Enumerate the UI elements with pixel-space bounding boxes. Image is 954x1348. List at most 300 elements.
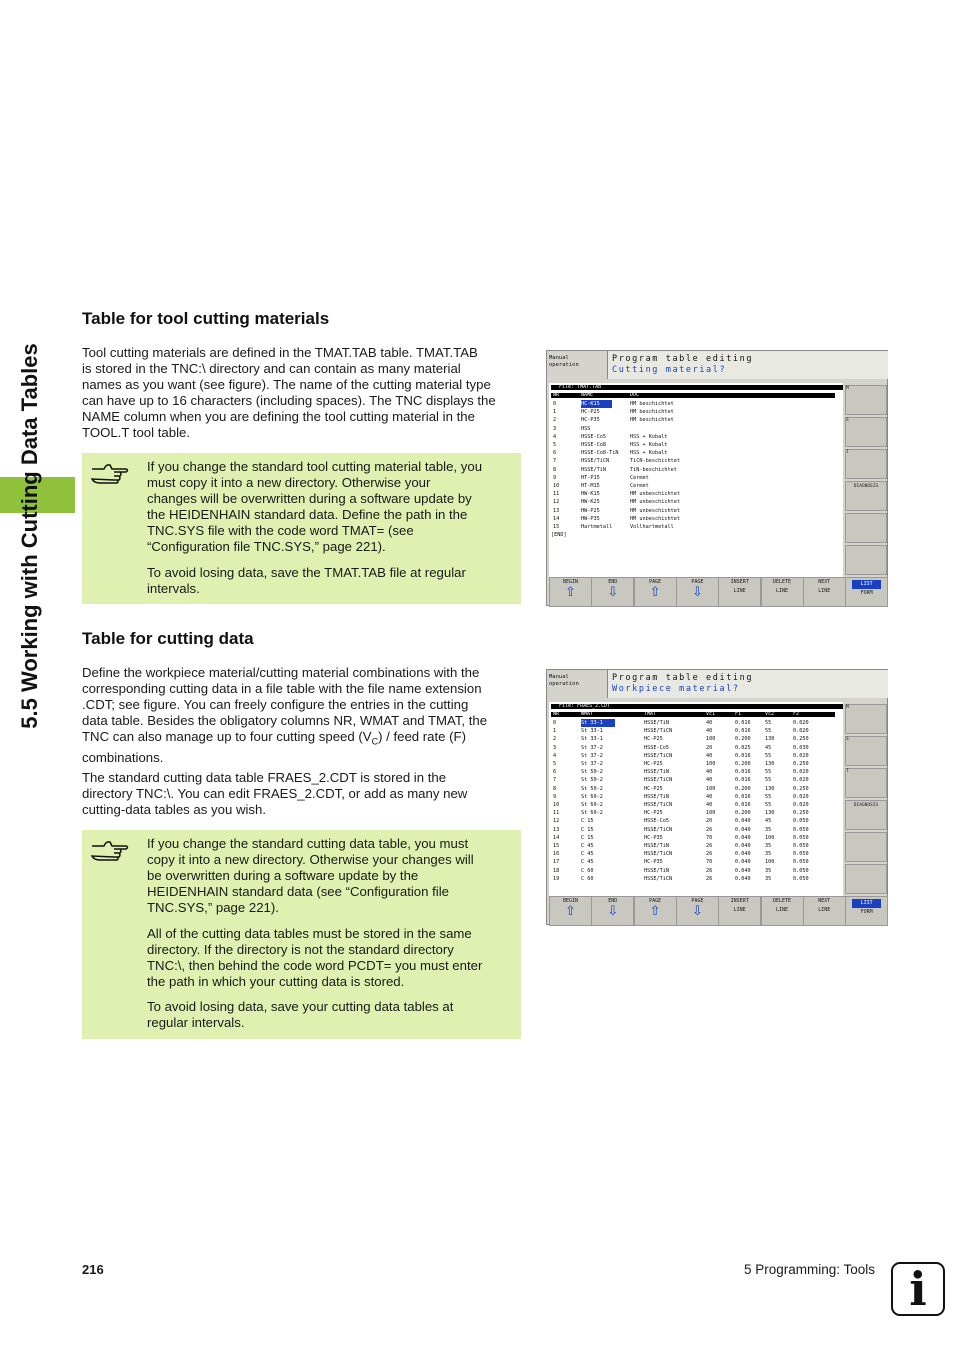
table-cell: Vollhartmetall (630, 524, 674, 530)
softkey-page-up[interactable] (634, 577, 677, 607)
table-cell: 0.040 (735, 826, 751, 833)
mode-line: operation (549, 681, 579, 687)
note-box-cutting-data (82, 830, 521, 1039)
table-cell: St 60-2 (581, 810, 603, 817)
table-cell: 130 (765, 785, 775, 792)
text-line: regular intervals. (147, 1015, 245, 1030)
table-cell: 0.050 (793, 867, 809, 874)
table-cell: Cermet (630, 474, 649, 481)
table-cell: 40 (706, 720, 713, 726)
note-paragraph (147, 836, 513, 916)
table-cell: 100 (706, 761, 716, 767)
table-cell: C 45 (581, 843, 594, 849)
softkey-label: END (608, 579, 618, 585)
table-cell: 9 (553, 474, 557, 481)
arrow-up-icon: ⇧ (649, 585, 661, 600)
column-header: NAME (581, 392, 594, 398)
screen-prompt: Cutting material? (612, 365, 727, 375)
table-area (549, 702, 843, 896)
table-cell: 18 (553, 867, 560, 874)
column-header: DOC (630, 392, 640, 398)
section-side-title (2, 303, 58, 768)
table-header-row (551, 712, 835, 717)
softkey-list-form[interactable] (845, 577, 888, 607)
text-line: combinations. (82, 749, 164, 765)
table-cell: 20 (706, 818, 713, 825)
note-box-materials (82, 453, 521, 604)
table-cell: 6 (553, 769, 557, 776)
text-line: HEIDENHAIN standard data (see “Configuration file (147, 884, 449, 899)
softkey-label: LINE (733, 907, 746, 913)
softkey-list-form[interactable] (845, 896, 888, 926)
table-cell: 55 (765, 777, 772, 784)
table-cell: 40 (706, 728, 713, 735)
softkey-page-down[interactable] (676, 577, 719, 607)
paragraph-cdt-location (82, 770, 522, 818)
table-cell: 40 (706, 802, 713, 808)
softkey-begin-up[interactable] (549, 896, 592, 926)
screen-header (607, 670, 888, 698)
table-cell: HSSE/TiN (644, 793, 669, 800)
table-cell: HSSE-Co5 (644, 744, 669, 751)
table-cell: 55 (765, 752, 772, 759)
table-cell: 13 (553, 826, 560, 833)
table-cell: 12 (553, 818, 560, 825)
table-cell: St 37-2 (581, 752, 603, 759)
table-cell: 14 (553, 515, 560, 522)
softkey-page-down[interactable] (676, 896, 719, 926)
table-cell: 26 (706, 826, 713, 833)
table-cell: HW-P25 (581, 507, 600, 514)
text-line: “Configuration file TNC.SYS,” page 221). (147, 539, 386, 554)
table-end-marker: [END] (551, 532, 567, 539)
softkey-label: BEGIN (562, 579, 579, 585)
table-cell: 70 (706, 859, 713, 866)
side-softkey[interactable] (845, 545, 887, 575)
spindle-s-button[interactable] (845, 736, 887, 766)
table-cell: 9 (553, 793, 557, 800)
table-cell: C 15 (581, 826, 594, 833)
table-cell: 0.016 (735, 752, 751, 759)
table-cell: C 45 (581, 859, 594, 866)
softkey-next-line[interactable] (803, 577, 846, 607)
table-cell: 55 (765, 793, 772, 800)
table-cell: 10 (553, 483, 560, 489)
table-cell: HC-P25 (581, 409, 600, 416)
table-cell: 0.040 (735, 851, 751, 858)
side-label: S (846, 418, 849, 423)
softkey-label: PAGE (649, 579, 662, 585)
table-cell: 0.200 (735, 761, 751, 767)
heading-cutting-data: Table for cutting data (82, 629, 254, 648)
table-cell: HSSE/TiCN (644, 752, 673, 759)
text-line: TNC:\, then behind the code word PCDT= you must enter (147, 958, 483, 973)
mode-line: operation (549, 362, 579, 368)
table-cell: 0.040 (735, 834, 751, 841)
table-cell: HSSE-Co5 (581, 433, 606, 440)
table-cell: 100 (706, 785, 716, 792)
table-cell: 1 (553, 728, 557, 735)
side-label: M (846, 386, 849, 391)
table-cell: 12 (553, 499, 560, 506)
table-cell: HM unbeschichtet (630, 507, 680, 514)
softkey-insert-line[interactable] (718, 577, 761, 607)
table-cell: 0.050 (793, 843, 809, 849)
softkey-label: LINE (775, 907, 789, 913)
table-cell: HSS + Kobalt (630, 450, 668, 457)
softkey-delete-line[interactable] (761, 577, 804, 607)
text-line: .CDT; see figure. You can freely configure the entries in the cutting (82, 697, 469, 712)
softkey-label: INSERT (730, 579, 749, 585)
table-cell: 0.016 (735, 769, 751, 776)
table-cell: 0.050 (793, 826, 809, 833)
column-header: NR (553, 711, 560, 717)
softkey-label: END (608, 898, 618, 904)
table-cell: HC-P35 (581, 417, 600, 424)
softkey-begin-up[interactable] (549, 577, 592, 607)
table-cell: HC-P35 (644, 834, 663, 841)
table-cell: 3 (553, 425, 557, 432)
table-cell: 17 (553, 859, 560, 866)
table-cell: HSSE/TiCN (644, 851, 673, 858)
pointing-hand-icon (90, 838, 130, 862)
table-cell: 0.200 (735, 810, 751, 817)
screenshot-tmat-table (546, 350, 888, 606)
table-cell: 26 (706, 867, 713, 874)
table-cell: 11 (553, 491, 560, 498)
text-line (82, 729, 522, 750)
table-cell: HM beschichtet (630, 409, 674, 416)
table-cell: TiCN-beschichtet (630, 458, 680, 465)
table-cell: 40 (706, 769, 713, 776)
table-cell: 0 (553, 401, 557, 407)
text-line: names as you want (see figure). The name of the cutting material type (82, 377, 491, 392)
table-cell: 0.030 (793, 744, 809, 751)
text-part: ) / feed rate (F) (378, 729, 467, 744)
table-cell: HSS + Kobalt (630, 442, 668, 448)
table-cell: 0.020 (793, 728, 809, 735)
text-line: directory TNC:\. You can edit FRAES_2.CDT, or add as many new (82, 786, 468, 801)
file-name-bar: File: TMAT.TAB (551, 385, 843, 390)
softkey-label: NEXT (818, 579, 831, 585)
table-area (549, 383, 843, 577)
table-cell: St 50-2 (581, 785, 603, 792)
table-cell: HW-K25 (581, 499, 600, 506)
table-cell: 7 (553, 777, 557, 784)
text-line: must copy it into a new directory. Otherwise your (147, 475, 431, 490)
column-header: TMAT (644, 711, 657, 717)
table-cell: 4 (553, 433, 557, 440)
table-cell: HT-M15 (581, 483, 600, 489)
table-cell: HSSE/TiN (644, 769, 669, 776)
table-cell: 7 (553, 458, 557, 465)
softkey-label: BEGIN (562, 898, 579, 904)
table-cell: HC-P25 (644, 810, 663, 817)
table-cell: 16 (553, 851, 560, 858)
table-cell: 0.016 (735, 793, 751, 800)
side-softkey[interactable] (845, 513, 887, 543)
table-cell: 0.020 (793, 720, 809, 726)
softkey-label: FORM (860, 590, 873, 596)
column-header: F2 (793, 711, 800, 717)
column-header: Vc2 (765, 711, 775, 717)
table-cell: 0.040 (735, 843, 751, 849)
table-cell: 45 (765, 818, 772, 825)
softkey-label: NEXT (818, 898, 831, 904)
subscript: C (371, 736, 379, 747)
table-cell: 14 (553, 834, 560, 841)
softkey-end-down[interactable] (591, 896, 634, 926)
table-cell: 35 (765, 843, 772, 849)
table-cell: St 50-2 (581, 769, 603, 776)
page-number: 216 (82, 1262, 104, 1277)
tool-t-button[interactable] (845, 449, 887, 479)
table-cell: 2 (553, 417, 557, 424)
text-line: TNC.SYS file with the code word TMAT= (see (147, 523, 414, 538)
table-cell: 8 (553, 785, 557, 792)
table-cell: HSS + Kobalt (630, 433, 668, 440)
softkey-label: DELETE (772, 579, 792, 585)
column-header: Vc1 (706, 711, 716, 717)
softkey-label: LINE (818, 907, 831, 913)
text-line: data table. Besides the obligatory columns NR, WMAT and TMAT, the (82, 713, 488, 728)
softkey-label: PAGE (691, 579, 704, 585)
screen-header (607, 351, 888, 379)
table-cell: 0.016 (735, 802, 751, 808)
text-line: corresponding cutting data in a file table with the file name extension (82, 681, 482, 696)
side-softkey[interactable] (845, 832, 887, 862)
note-paragraph (147, 999, 513, 1031)
side-label: DIAGNOSIS (853, 803, 879, 808)
softkey-next-line[interactable] (803, 896, 846, 926)
softkey-label: LINE (775, 588, 789, 594)
text-line: TNC.SYS,” page 221). (147, 900, 279, 915)
text-line: To avoid losing data, save your cutting data tables at (147, 999, 454, 1014)
table-cell: HSSE/TiN (644, 843, 669, 849)
table-cell: 0.250 (793, 761, 809, 767)
table-cell: 4 (553, 752, 557, 759)
table-cell: 70 (706, 834, 713, 841)
softkey-label: LIST (852, 580, 881, 589)
paragraph-cutting-materials (82, 345, 522, 441)
side-label: T (846, 450, 849, 455)
table-cell: HT-P15 (581, 474, 600, 481)
table-cell: St 50-2 (581, 777, 603, 784)
mode-line: Manual (549, 674, 569, 680)
table-cell: Hartmetall (581, 524, 613, 530)
table-cell: 100 (706, 736, 716, 743)
table-cell: 0.020 (793, 802, 809, 808)
text-line: can have up to 16 characters (including spaces). The TNC displays the (82, 393, 496, 408)
arrow-up-icon: ⇧ (565, 904, 576, 919)
softkey-label: LINE (818, 588, 831, 594)
table-header-row (551, 393, 835, 398)
table-cell: HSSE-Co8 (581, 442, 606, 448)
text-line: be overwritten during a software update by the (147, 868, 419, 883)
table-cell: 0.016 (735, 720, 751, 726)
softkey-page-up[interactable] (634, 896, 677, 926)
table-cell: 0.050 (793, 859, 809, 866)
table-cell: 35 (765, 826, 772, 833)
table-cell: TiN-beschichtet (630, 466, 677, 473)
table-cell: 3 (553, 744, 557, 751)
table-cell: HC-P25 (644, 736, 663, 743)
diagnosis-button[interactable] (845, 481, 887, 511)
info-glyph: i (909, 1262, 927, 1316)
table-cell: 0.250 (793, 785, 809, 792)
text-line: If you change the standard cutting data table, you must (147, 836, 469, 851)
table-cell: HM unbeschichtet (630, 491, 680, 498)
spindle-s-button[interactable] (845, 417, 887, 447)
column-header: WMAT (581, 711, 594, 717)
table-cell: HC-K15 (581, 400, 612, 408)
spindle-m-button[interactable] (845, 704, 887, 734)
table-cell: St 60-2 (581, 793, 603, 800)
chapter-footer: 5 Programming: Tools (744, 1262, 876, 1277)
table-cell: Cermet (630, 483, 649, 489)
section-side-title-text: 5.5 Working with Cutting Data Tables (17, 342, 42, 729)
table-cell: HC-P25 (644, 761, 663, 767)
table-cell: 0 (553, 720, 557, 726)
note-paragraph (147, 459, 513, 555)
text-line: NAME column when you are defining the tool cutting material in the (82, 409, 475, 424)
table-cell: St 33-1 (581, 719, 615, 727)
file-name-bar: File: FRAES_2.CDT (551, 704, 843, 709)
table-cell: 20 (706, 744, 713, 751)
table-cell: 130 (765, 736, 775, 743)
spindle-m-button[interactable] (845, 385, 887, 415)
table-cell: 0.040 (735, 875, 751, 882)
table-cell: HM unbeschichtet (630, 499, 680, 506)
table-cell: 15 (553, 843, 560, 849)
table-cell: 130 (765, 810, 775, 817)
table-cell: HSSE/TiCN (644, 777, 673, 784)
table-cell: 100 (765, 859, 775, 866)
table-cell: C 15 (581, 818, 594, 825)
table-cell: 0.020 (793, 777, 809, 784)
text-line: cutting-data tables as you wish. (82, 802, 266, 817)
arrow-up-icon: ⇧ (565, 585, 576, 600)
table-cell: HSSE/TiCN (644, 802, 673, 808)
table-cell: 0.050 (793, 851, 809, 858)
table-cell: HM unbeschichtet (630, 515, 680, 522)
arrow-down-icon: ⇩ (607, 585, 619, 600)
text-part: TNC can also manage up to four cutting speed (V (82, 729, 372, 744)
tool-t-button[interactable] (845, 768, 887, 798)
table-cell: 26 (706, 851, 713, 858)
operating-mode (549, 674, 605, 688)
text-line: The standard cutting data table FRAES_2.CDT is stored in the (82, 770, 447, 785)
table-cell: 0.200 (735, 736, 751, 743)
table-cell: 5 (553, 442, 557, 448)
table-cell: 0.250 (793, 810, 809, 817)
table-cell: 35 (765, 875, 772, 882)
table-cell: 8 (553, 466, 557, 473)
table-cell: 26 (706, 875, 713, 882)
softkey-delete-line[interactable] (761, 896, 804, 926)
table-cell: 15 (553, 524, 560, 530)
table-cell: 0.020 (793, 752, 809, 759)
column-header: NR (553, 392, 560, 398)
table-cell: 0.050 (793, 818, 809, 825)
text-line: directory. If the directory is not the standard directory (147, 942, 454, 957)
softkey-label: DELETE (772, 898, 792, 904)
table-cell: 5 (553, 761, 557, 767)
table-cell: 35 (765, 851, 772, 858)
info-icon (891, 1262, 945, 1316)
softkey-label: FORM (860, 909, 873, 915)
table-cell: 0.250 (793, 736, 809, 743)
table-cell: HSSE/TiN (644, 720, 669, 726)
text-line: Define the workpiece material/cutting material combinations with the (82, 665, 480, 680)
table-cell: C 45 (581, 851, 594, 858)
table-cell: 0.020 (793, 793, 809, 800)
table-cell: 0.016 (735, 728, 751, 735)
table-cell: 0.050 (793, 875, 809, 882)
table-cell: 26 (706, 843, 713, 849)
softkey-insert-line[interactable] (718, 896, 761, 926)
softkey-label: LINE (733, 588, 746, 594)
table-cell: 55 (765, 802, 772, 808)
text-line: changes will be overwritten during a software update by (147, 491, 472, 506)
table-cell: 0.040 (735, 859, 751, 866)
table-cell: 0.200 (735, 785, 751, 792)
table-cell: 55 (765, 728, 772, 735)
table-cell: 40 (706, 752, 713, 759)
table-cell: St 37-2 (581, 744, 603, 751)
table-cell: 40 (706, 777, 713, 784)
table-cell: 2 (553, 736, 557, 743)
text-line: If you change the standard tool cutting material table, you (147, 459, 483, 474)
table-cell: HSSE/TiN (644, 867, 669, 874)
table-cell: HC-P35 (644, 859, 663, 866)
table-cell: 0.016 (735, 777, 751, 784)
table-cell: 11 (553, 810, 560, 817)
arrow-down-icon: ⇩ (607, 904, 619, 919)
paragraph-cutting-data (82, 665, 522, 766)
softkey-label: PAGE (691, 898, 704, 904)
softkey-end-down[interactable] (591, 577, 634, 607)
column-header: F1 (735, 711, 742, 717)
table-cell: HSSE/TiCN (644, 728, 673, 735)
text-line: the path in which your cutting data is stored. (147, 974, 405, 989)
side-label: S (846, 737, 849, 742)
table-cell: 10 (553, 802, 560, 808)
table-cell: HSSE/TiN (581, 466, 606, 473)
text-line: intervals. (147, 581, 200, 596)
table-cell: St 33-1 (581, 728, 603, 735)
table-cell: 40 (706, 793, 713, 800)
text-line: To avoid losing data, save the TMAT.TAB file at regular (147, 565, 466, 580)
mode-line: Manual (549, 355, 569, 361)
diagnosis-button[interactable] (845, 800, 887, 830)
table-cell: 45 (765, 744, 772, 751)
table-cell: HSSE-Co8-TiN (581, 450, 619, 457)
table-cell: HSSE/TiCN (581, 458, 610, 465)
table-cell: 1 (553, 409, 557, 416)
table-cell: HW-P35 (581, 515, 600, 522)
screen-title: Program table editing (612, 354, 754, 364)
table-cell: 130 (765, 761, 775, 767)
softkey-label: PAGE (649, 898, 662, 904)
softkey-label: LIST (852, 899, 881, 908)
text-line: TOOL.T tool table. (82, 425, 190, 440)
table-cell: St 37-2 (581, 761, 603, 767)
side-label: DIAGNOSIS (853, 484, 879, 489)
table-cell: C 60 (581, 867, 594, 874)
screenshot-cdt-table (546, 669, 888, 925)
side-softkey[interactable] (845, 864, 887, 894)
